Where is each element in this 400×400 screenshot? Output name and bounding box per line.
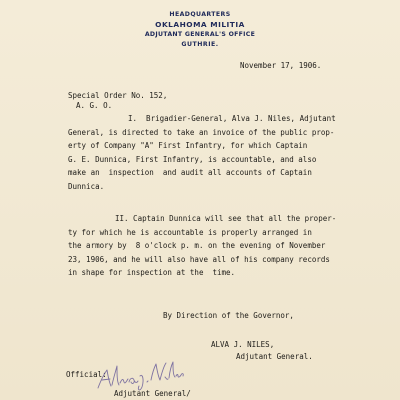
paragraph-2-line: II. Captain Dunnica will see that all the proper- [115, 214, 337, 223]
adjutant-general-line: Adjutant General/ [114, 389, 191, 398]
signer-title: Adjutant General. [236, 352, 313, 361]
paragraph-1-line: General, is directed to take an invoice of the public prop- [68, 127, 335, 137]
letter-date: November 17, 1906. [240, 61, 322, 70]
letterhead [0, 10, 400, 50]
paragraph-2-line: the armory by 8 o'clock p. m. on the evening of November [68, 241, 326, 251]
paragraph-2-line: in shape for inspection at the time. [68, 268, 236, 278]
letterhead-office: ADJUTANT GENERAL'S OFFICE [144, 31, 256, 38]
letterhead-militia: OKLAHOMA MILITIA [155, 20, 245, 29]
paragraph-1-line: G. E. Dunnica, First Infantry, is accountable, and also [68, 154, 317, 164]
order-heading [68, 91, 167, 110]
letterhead-city: GUTHRIE. [181, 41, 219, 48]
paragraph-1-line: Dunnica. [68, 181, 105, 191]
signer-name: ALVA J. NILES, [211, 340, 275, 349]
order-office: A. G. O. [76, 100, 113, 110]
paragraph-2-line: 23, 1906, and he will also have all of his company records [68, 254, 330, 264]
paragraph-1-line: I. Brigadier-General, Alva J. Niles, Adjutant [128, 114, 336, 123]
by-direction-line: By Direction of the Governor, [163, 311, 294, 320]
handwritten-signature-icon [92, 352, 187, 394]
order-number: Special Order No. 152, [68, 91, 168, 100]
paragraph-2-line: ty for which he is accountable is properly arranged in [68, 227, 312, 237]
official-label: Official: [66, 370, 107, 379]
paragraph-1-line: make an inspection and audit all accounts of Captain [68, 168, 312, 178]
paragraph-1-line: erty of Company "A" First Infantry, for which Captain [68, 141, 308, 151]
letterhead-headquarters: HEADQUARTERS [169, 11, 231, 18]
paragraph-1 [68, 112, 368, 194]
paragraph-2 [68, 212, 368, 280]
